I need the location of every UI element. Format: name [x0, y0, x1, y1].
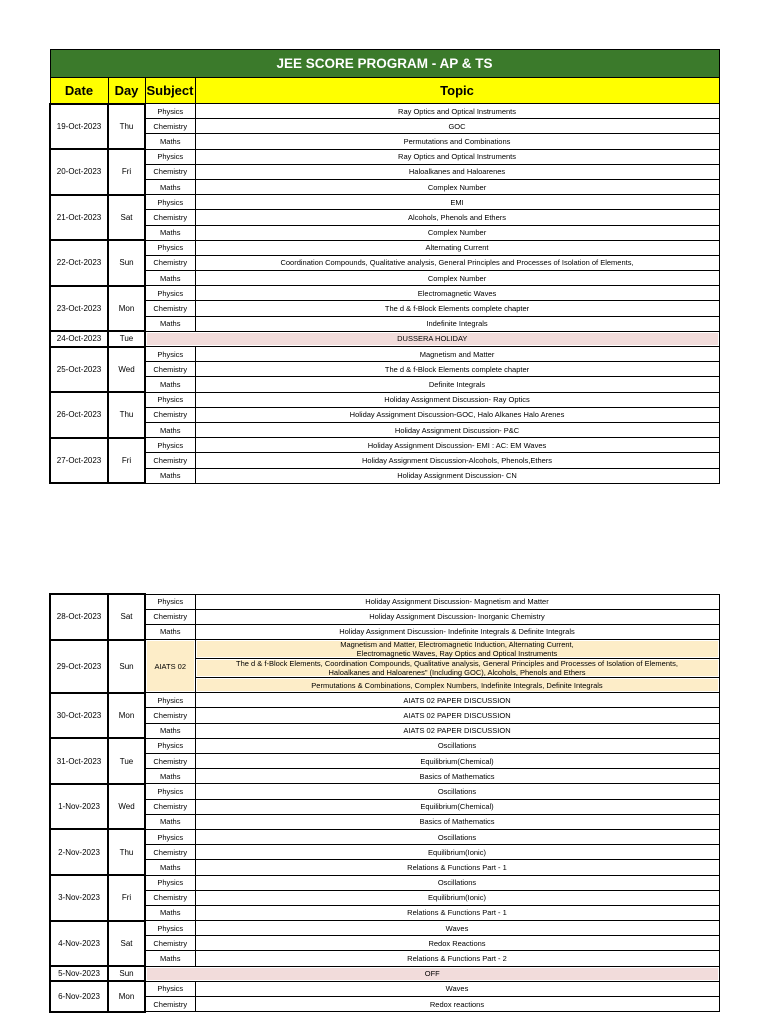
- day-cell: Sun: [108, 240, 145, 286]
- topic-cell: Equilibrium(Chemical): [195, 754, 719, 769]
- subject-cell: Chemistry: [145, 210, 195, 225]
- subject-cell: Maths: [145, 905, 195, 920]
- subject-cell: Chemistry: [145, 301, 195, 316]
- topic-cell: Holiday Assignment Discussion- Inorganic Chemistry: [195, 609, 719, 624]
- topic-cell: Relations & Functions Part - 1: [195, 905, 719, 920]
- schedule-row: [50, 255, 719, 270]
- schedule-row: [50, 438, 719, 453]
- date-cell: 26-Oct-2023: [50, 392, 108, 438]
- topic-cell: Equilibrium(Ionic): [195, 890, 719, 905]
- subject-cell: Physics: [145, 829, 195, 844]
- schedule-row: [50, 240, 719, 255]
- subject-cell: Chemistry: [145, 255, 195, 270]
- syllabus-line: Electromagnetic Waves, Ray Optics and Optical Instruments: [356, 649, 558, 659]
- exam-syllabus-cell: [195, 659, 719, 678]
- subject-cell: Physics: [145, 921, 195, 936]
- syllabus-line: Magnetism and Matter, Electromagnetic Induction, Alternating Current,: [340, 640, 574, 650]
- schedule-row: [50, 769, 719, 784]
- topic-cell: The d & f-Block Elements complete chapter: [195, 301, 719, 316]
- schedule-row: [50, 845, 719, 860]
- subject-cell: Chemistry: [145, 164, 195, 179]
- schedule-row: [50, 754, 719, 769]
- topic-cell: The d & f-Block Elements complete chapter: [195, 362, 719, 377]
- subject-cell: Physics: [145, 240, 195, 255]
- date-cell: 19-Oct-2023: [50, 104, 108, 150]
- subject-cell: Physics: [145, 286, 195, 301]
- date-cell: 6-Nov-2023: [50, 981, 108, 1011]
- subject-cell: Maths: [145, 723, 195, 738]
- subject-cell: Maths: [145, 134, 195, 149]
- subject-cell: Physics: [145, 104, 195, 119]
- day-cell: Wed: [108, 784, 145, 830]
- syllabus-line: Permutations & Combinations, Complex Numbers, Indefinite Integrals, Definite Integrals: [311, 680, 603, 690]
- schedule-row: [50, 890, 719, 905]
- topic-cell: Basics of Mathematics: [195, 814, 719, 829]
- topic-cell: Indefinite Integrals: [195, 316, 719, 331]
- subject-cell: Maths: [145, 422, 195, 437]
- topic-cell: Holiday Assignment Discussion-Alcohols, Phenols,Ethers: [195, 453, 719, 468]
- topic-cell: Relations & Functions Part - 1: [195, 860, 719, 875]
- day-cell: Mon: [108, 981, 145, 1011]
- topic-cell: Basics of Mathematics: [195, 769, 719, 784]
- topic-cell: Electromagnetic Waves: [195, 286, 719, 301]
- topic-cell: Holiday Assignment Discussion- P&C: [195, 422, 719, 437]
- date-cell: 23-Oct-2023: [50, 286, 108, 332]
- date-cell: 1-Nov-2023: [50, 784, 108, 830]
- topic-cell: Haloalkanes and Haloarenes: [195, 164, 719, 179]
- day-cell: Thu: [108, 392, 145, 438]
- subject-cell: Maths: [145, 179, 195, 194]
- day-cell: Wed: [108, 347, 145, 393]
- schedule-row: [50, 134, 719, 149]
- schedule-row: [50, 210, 719, 225]
- topic-cell: AIATS 02 PAPER DISCUSSION: [195, 723, 719, 738]
- schedule-row: [50, 921, 719, 936]
- subject-cell: Maths: [145, 860, 195, 875]
- schedule-row: [50, 784, 719, 799]
- topic-cell: GOC: [195, 119, 719, 134]
- subject-cell: Physics: [145, 875, 195, 890]
- topic-cell: Holiday Assignment Discussion-GOC, Halo Alkanes Halo Arenes: [195, 407, 719, 422]
- topic-cell: Alcohols, Phenols and Ethers: [195, 210, 719, 225]
- subject-cell: Maths: [145, 225, 195, 240]
- subject-cell: Chemistry: [145, 845, 195, 860]
- date-cell: 21-Oct-2023: [50, 195, 108, 241]
- day-cell: Mon: [108, 693, 145, 739]
- topic-cell: Waves: [195, 981, 719, 996]
- subject-cell: Maths: [145, 468, 195, 483]
- date-cell: 24-Oct-2023: [50, 331, 108, 346]
- topic-cell: Redox Reactions: [195, 936, 719, 951]
- subject-cell: Physics: [145, 438, 195, 453]
- header-day: Day: [108, 78, 145, 104]
- holiday-cell: OFF: [145, 966, 719, 981]
- page-title: JEE SCORE PROGRAM - AP & TS: [50, 50, 719, 78]
- topic-cell: Holiday Assignment Discussion- Indefinite Integrals & Definite Integrals: [195, 624, 719, 639]
- schedule-row: [50, 875, 719, 890]
- schedule-row: [50, 594, 719, 609]
- subject-cell: Maths: [145, 316, 195, 331]
- schedule-row: [50, 468, 719, 483]
- day-cell: Sat: [108, 921, 145, 967]
- topic-cell: Definite Integrals: [195, 377, 719, 392]
- schedule-row: [50, 453, 719, 468]
- schedule-row: [50, 624, 719, 639]
- date-cell: 27-Oct-2023: [50, 438, 108, 484]
- subject-cell: Maths: [145, 271, 195, 286]
- topic-cell: Complex Number: [195, 225, 719, 240]
- schedule-row: [50, 271, 719, 286]
- schedule-row: [50, 966, 719, 981]
- date-cell: 28-Oct-2023: [50, 594, 108, 640]
- schedule-row: [50, 905, 719, 920]
- schedule-row: [50, 331, 719, 346]
- schedule-row: [50, 104, 719, 119]
- schedule-row: [50, 149, 719, 164]
- day-cell: Fri: [108, 438, 145, 484]
- topic-cell: Equilibrium(Chemical): [195, 799, 719, 814]
- subject-cell: Physics: [145, 594, 195, 609]
- holiday-cell: DUSSERA HOLIDAY: [145, 331, 719, 346]
- date-cell: 22-Oct-2023: [50, 240, 108, 286]
- subject-cell: Chemistry: [145, 362, 195, 377]
- topic-cell: Equilibrium(Ionic): [195, 845, 719, 860]
- topic-cell: Coordination Compounds, Qualitative analysis, General Principles and Processes of Isolation of Elements,: [195, 255, 719, 270]
- topic-cell: Redox reactions: [195, 997, 719, 1012]
- topic-cell: Complex Number: [195, 271, 719, 286]
- subject-cell: Maths: [145, 769, 195, 784]
- schedule-row: [50, 693, 719, 708]
- day-cell: Sat: [108, 195, 145, 241]
- topic-cell: Holiday Assignment Discussion- Magnetism and Matter: [195, 594, 719, 609]
- schedule-row: [50, 392, 719, 407]
- subject-cell: Chemistry: [145, 119, 195, 134]
- subject-cell: Maths: [145, 624, 195, 639]
- schedule-row: [50, 738, 719, 753]
- topic-cell: Ray Optics and Optical Instruments: [195, 104, 719, 119]
- topic-cell: Waves: [195, 921, 719, 936]
- date-cell: 2-Nov-2023: [50, 829, 108, 875]
- exam-syllabus-cell: [195, 678, 719, 693]
- header-date: Date: [50, 78, 108, 104]
- topic-cell: Complex Number: [195, 179, 719, 194]
- schedule-row: [50, 407, 719, 422]
- subject-cell: Chemistry: [145, 997, 195, 1012]
- schedule-row: [50, 286, 719, 301]
- subject-cell: Physics: [145, 738, 195, 753]
- schedule-table-1: [49, 49, 720, 484]
- exam-name-cell: AIATS 02: [145, 640, 195, 693]
- day-cell: Thu: [108, 104, 145, 150]
- schedule-row: [50, 936, 719, 951]
- schedule-row: [50, 708, 719, 723]
- schedule-row: [50, 860, 719, 875]
- date-cell: 31-Oct-2023: [50, 738, 108, 784]
- date-cell: 30-Oct-2023: [50, 693, 108, 739]
- header-subject: Subject: [145, 78, 195, 104]
- topic-cell: Alternating Current: [195, 240, 719, 255]
- schedule-row: [50, 997, 719, 1012]
- date-cell: 29-Oct-2023: [50, 640, 108, 693]
- day-cell: Fri: [108, 875, 145, 921]
- date-cell: 4-Nov-2023: [50, 921, 108, 967]
- syllabus-line: The d & f-Block Elements, Coordination Compounds, Qualitative analysis, General Principles and Processes of Isolation of Elements,: [236, 659, 678, 669]
- day-cell: Sun: [108, 966, 145, 981]
- date-cell: 5-Nov-2023: [50, 966, 108, 981]
- topic-cell: Oscillations: [195, 875, 719, 890]
- subject-cell: Physics: [145, 784, 195, 799]
- date-cell: 25-Oct-2023: [50, 347, 108, 393]
- subject-cell: Physics: [145, 981, 195, 996]
- subject-cell: Physics: [145, 392, 195, 407]
- topic-cell: AIATS 02 PAPER DISCUSSION: [195, 693, 719, 708]
- subject-cell: Maths: [145, 377, 195, 392]
- schedule-row: [50, 951, 719, 966]
- subject-cell: Maths: [145, 814, 195, 829]
- schedule-row: [50, 422, 719, 437]
- subject-cell: Chemistry: [145, 754, 195, 769]
- schedule-row: [50, 179, 719, 194]
- topic-cell: Oscillations: [195, 829, 719, 844]
- subject-cell: Chemistry: [145, 407, 195, 422]
- date-cell: 3-Nov-2023: [50, 875, 108, 921]
- day-cell: Fri: [108, 149, 145, 195]
- subject-cell: Chemistry: [145, 609, 195, 624]
- syllabus-line: Haloalkanes and Haloarenes" (Including GOC), Alcohols, Phenols and Ethers: [328, 668, 586, 678]
- subject-cell: Physics: [145, 149, 195, 164]
- subject-cell: Chemistry: [145, 453, 195, 468]
- schedule-row: [50, 225, 719, 240]
- subject-cell: Chemistry: [145, 708, 195, 723]
- schedule-row: [50, 119, 719, 134]
- schedule-table-2: [49, 593, 720, 1013]
- schedule-row: [50, 640, 719, 659]
- schedule-row: [50, 316, 719, 331]
- subject-cell: Chemistry: [145, 799, 195, 814]
- subject-cell: Maths: [145, 951, 195, 966]
- topic-cell: Oscillations: [195, 738, 719, 753]
- topic-cell: AIATS 02 PAPER DISCUSSION: [195, 708, 719, 723]
- day-cell: Tue: [108, 331, 145, 346]
- subject-cell: Chemistry: [145, 890, 195, 905]
- schedule-row: [50, 799, 719, 814]
- schedule-row: [50, 981, 719, 996]
- day-cell: Tue: [108, 738, 145, 784]
- topic-cell: Holiday Assignment Discussion- EMI : AC: EM Waves: [195, 438, 719, 453]
- schedule-row: [50, 609, 719, 624]
- date-cell: 20-Oct-2023: [50, 149, 108, 195]
- day-cell: Sun: [108, 640, 145, 693]
- schedule-row: [50, 164, 719, 179]
- subject-cell: Physics: [145, 347, 195, 362]
- schedule-row: [50, 814, 719, 829]
- subject-cell: Physics: [145, 693, 195, 708]
- day-cell: Mon: [108, 286, 145, 332]
- topic-cell: Holiday Assignment Discussion- CN: [195, 468, 719, 483]
- topic-cell: EMI: [195, 195, 719, 210]
- schedule-row: [50, 377, 719, 392]
- subject-cell: Chemistry: [145, 936, 195, 951]
- schedule-row: [50, 301, 719, 316]
- schedule-row: [50, 195, 719, 210]
- schedule-row: [50, 362, 719, 377]
- topic-cell: Ray Optics and Optical Instruments: [195, 149, 719, 164]
- subject-cell: Physics: [145, 195, 195, 210]
- day-cell: Thu: [108, 829, 145, 875]
- day-cell: Sat: [108, 594, 145, 640]
- topic-cell: Oscillations: [195, 784, 719, 799]
- topic-cell: Holiday Assignment Discussion- Ray Optics: [195, 392, 719, 407]
- exam-syllabus-cell: [195, 640, 719, 659]
- header-topic: Topic: [195, 78, 719, 104]
- topic-cell: Magnetism and Matter: [195, 347, 719, 362]
- schedule-row: [50, 829, 719, 844]
- topic-cell: Relations & Functions Part - 2: [195, 951, 719, 966]
- topic-cell: Permutations and Combinations: [195, 134, 719, 149]
- schedule-row: [50, 347, 719, 362]
- schedule-row: [50, 723, 719, 738]
